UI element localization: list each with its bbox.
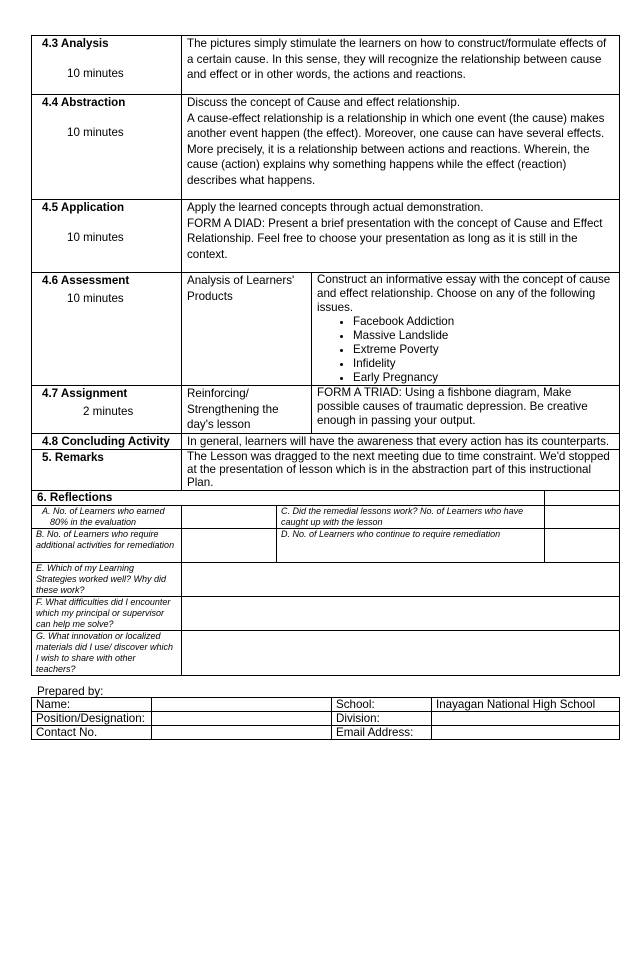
concluding-label-cell: [32, 433, 182, 450]
lesson-plan-table: [31, 35, 620, 491]
school-field[interactable]: Inayagan National High School: [432, 698, 620, 712]
division-field[interactable]: [432, 712, 620, 726]
remarks-row: [32, 450, 620, 491]
concluding-text: In general, learners will have the awareness that every action has its counterparts.: [182, 433, 620, 450]
reflection-e-label: E. Which of my Learning Strategies worked well? Why did these work?: [32, 563, 182, 597]
abstraction-text-cell: [182, 95, 620, 200]
assessment-task-cell: [312, 273, 620, 386]
reflection-d-label: D. No. of Learners who continue to require remediation: [277, 529, 545, 563]
reflection-e-answer: [182, 563, 620, 597]
analysis-row: [32, 36, 620, 95]
assessment-label-cell: [32, 273, 182, 386]
list-item: • Early Pregnancy: [353, 371, 614, 385]
prepared-row-3: [32, 726, 620, 740]
list-item: • Massive Landslide: [353, 329, 614, 343]
reflections-header-blank: [545, 491, 620, 506]
reflection-g-answer: [182, 631, 620, 676]
reflection-row-ac: [32, 506, 620, 529]
abstraction-minutes: 10 minutes: [67, 125, 124, 139]
prepared-by-table: [31, 697, 620, 740]
school-label: School:: [332, 698, 432, 712]
assessment-minutes: 10 minutes: [67, 291, 124, 305]
assignment-label-cell: [32, 386, 182, 434]
assignment-row: [32, 386, 620, 434]
reflection-row-g: [32, 631, 620, 676]
abstraction-label: 4.4 Abstraction: [42, 96, 126, 109]
position-field[interactable]: [152, 712, 332, 726]
reflection-row-e: [32, 563, 620, 597]
assessment-row: [32, 273, 620, 386]
list-item: • Facebook Addiction: [353, 315, 614, 329]
reflection-c-answer: [545, 506, 620, 529]
reflections-header-row: [32, 491, 620, 506]
name-label: Name:: [32, 698, 152, 712]
analysis-text: The pictures simply stimulate the learners on how to construct/formulate effects of a certain cause. In this sense, they will recognize the relationship between cause and effect or in other words, the actions and reactions.: [182, 36, 620, 95]
reflection-row-bd: [32, 529, 620, 563]
application-label: 4.5 Application: [42, 201, 125, 214]
remarks-label-cell: [32, 450, 182, 491]
reflections-label: 6. Reflections: [32, 491, 545, 506]
application-text-cell: [182, 200, 620, 273]
reflection-g-label: G. What innovation or localized materials did I use/ discover which I wish to share with other teachers?: [32, 631, 182, 676]
assignment-task: FORM A TRIAD: Using a fishbone diagram, Make possible causes of traumatic depression. Be creative enough in passing your output.: [312, 386, 620, 434]
prepared-by-label: Prepared by:: [37, 685, 104, 698]
abstraction-label-cell: [32, 95, 182, 200]
issues-list: [317, 315, 614, 385]
contact-label: Contact No.: [32, 726, 152, 740]
assignment-method: Reinforcing/ Strengthening the day's lesson: [182, 386, 312, 434]
reflection-c-label: C. Did the remedial lessons work? No. of Learners who have caught up with the lesson: [277, 506, 545, 529]
assessment-label: 4.6 Assessment: [42, 274, 130, 287]
email-field[interactable]: [432, 726, 620, 740]
reflection-f-label: F. What difficulties did I encounter which my principal or supervisor can help me solve?: [32, 597, 182, 631]
application-row: [32, 200, 620, 273]
application-label-cell: [32, 200, 182, 273]
assignment-minutes: 2 minutes: [83, 404, 134, 418]
concluding-label: 4.8 Concluding Activity: [42, 434, 170, 448]
analysis-label: 4.3 Analysis: [42, 37, 109, 50]
prepared-row-1: [32, 698, 620, 712]
reflection-row-f: [32, 597, 620, 631]
position-label: Position/Designation:: [32, 712, 152, 726]
assignment-label: 4.7 Assignment: [42, 387, 128, 400]
assessment-method: Analysis of Learners' Products: [182, 273, 312, 386]
reflection-f-answer: [182, 597, 620, 631]
list-item: • Extreme Poverty: [353, 343, 614, 357]
analysis-label-cell: [32, 36, 182, 95]
abstraction-row: [32, 95, 620, 200]
remarks-text: The Lesson was dragged to the next meeting due to time constraint. We'd stopped at the presentation of lesson which is in the abstraction part of this instructional Plan.: [182, 450, 620, 491]
application-intro: Apply the learned concepts through actual demonstration.: [187, 201, 484, 214]
abstraction-intro: Discuss the concept of Cause and effect relationship.: [187, 96, 461, 109]
division-label: Division:: [332, 712, 432, 726]
reflection-b-answer: [182, 529, 277, 563]
email-label: Email Address:: [332, 726, 432, 740]
reflection-d-answer: [545, 529, 620, 563]
application-task: FORM A DIAD: Present a brief presentation with the concept of Cause and Effect Relationship. Feel free to choose your presentation as long as it is still in the context.: [187, 216, 603, 261]
concluding-row: [32, 433, 620, 450]
contact-field[interactable]: [152, 726, 332, 740]
remarks-label: 5. Remarks: [42, 451, 104, 464]
name-field[interactable]: [152, 698, 332, 712]
reflection-a-label: A. No. of Learners who earned 80% in the evaluation: [32, 506, 182, 529]
list-item: • Infidelity: [353, 357, 614, 371]
abstraction-definition: A cause-effect relationship is a relationship in which one event (the cause) makes another event happen (the effect). Moreover, one cause can have several effects. More precisely, it is a relationship between actions and reactions. Wherein, the cause (action) explains why something happens while the effect (reaction) describes what happens.: [187, 111, 605, 187]
prepared-row-2: [32, 712, 620, 726]
reflection-b-label: B. No. of Learners who require additional activities for remediation: [32, 529, 182, 563]
application-minutes: 10 minutes: [67, 230, 124, 244]
reflection-a-answer: [182, 506, 277, 529]
reflections-table: [31, 490, 620, 676]
assessment-task: Construct an informative essay with the concept of cause and effect relationship. Choose on any of the following issues.: [317, 273, 611, 314]
analysis-minutes: 10 minutes: [67, 66, 124, 80]
